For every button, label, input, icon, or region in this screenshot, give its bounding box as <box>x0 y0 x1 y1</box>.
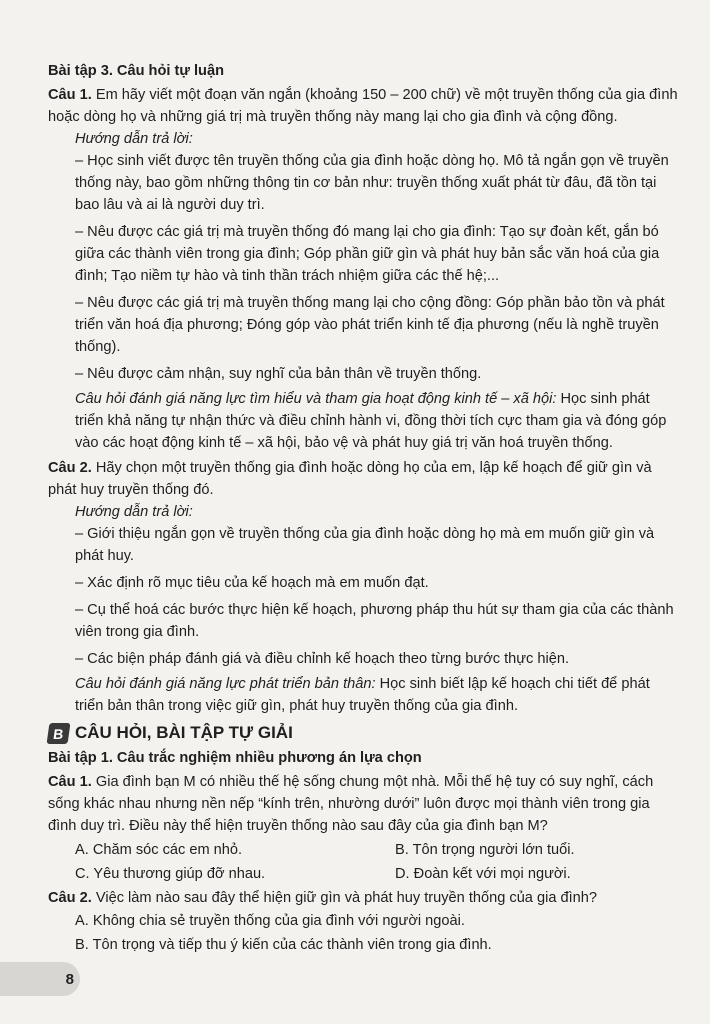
question-text: Hãy chọn một truyền thống gia đình hoặc dòng họ của em, lập kế hoạch để giữ gìn và phát huy truyền thống đó. <box>48 460 652 498</box>
question-label: Câu 1. <box>48 774 92 790</box>
question-text: Gia đình bạn M có nhiều thế hệ sống chung một nhà. Mỗi thế hệ tuy có suy nghĩ, cách sống khác nhau nhưng nền nếp “kính trên, nhường dưới” luôn được mọi thành viên trong gia đình duy trì. Điều này thể hiện truyền thống nào sau đây của gia đình bạn M? <box>48 774 654 834</box>
assessment-text: Học sinh phát triển khả năng tự nhận thức và điều chỉnh hành vi, đồng thời tích cực tham gia và đóng góp vào các hoạt động kinh tế – xã hội, bảo vệ và phát huy giá trị văn hoá truyền thống. <box>75 391 667 451</box>
page-content <box>48 60 682 958</box>
question-text: Việc làm nào sau đây thể hiện giữ gìn và phát huy truyền thống của gia đình? <box>95 890 598 906</box>
option-a: A. Chăm sóc các em nhỏ. <box>75 842 243 858</box>
answer-item: – Giới thiệu ngắn gọn về truyền thống của gia đình hoặc dòng họ mà em muốn giữ gìn và phát huy. <box>75 526 655 564</box>
answer-item: – Nêu được cảm nhận, suy nghĩ của bản thân về truyền thống. <box>75 366 482 382</box>
answer-item: – Xác định rõ mục tiêu của kế hoạch mà em muốn đạt. <box>75 575 429 591</box>
mcq-question-1 <box>48 771 682 837</box>
answer-item: – Nêu được các giá trị mà truyền thống mang lại cho cộng đồng: Góp phần bảo tồn và phát triển văn hoá địa phương; Đóng góp vào phát triển kinh tế địa phương (nếu là nghề truyền thống). <box>75 295 665 355</box>
question-2 <box>48 457 682 501</box>
question-1 <box>48 84 682 128</box>
section-b-header <box>48 721 682 745</box>
section-b-title: CÂU HỎI, BÀI TẬP TỰ GIẢI <box>75 723 293 742</box>
page-number: 8 <box>0 962 80 996</box>
answer-item: – Nêu được các giá trị mà truyền thống đó mang lại cho gia đình: Tạo sự đoàn kết, gắn bó giữa các thành viên trong gia đình; Góp phần giữ gìn và phát huy bản sắc văn hoá của gia đình; Tạo niềm tự hào và tinh thần trách nhiệm giữa các thế hệ;... <box>75 224 660 284</box>
assessment-label: Câu hỏi đánh giá năng lực phát triển bản thân: <box>75 676 376 692</box>
answer-item: – Học sinh viết được tên truyền thống của gia đình hoặc dòng họ. Mô tả ngắn gọn về truyền thống này, bao gồm những thông tin cơ bản như: truyền thống xuất phát từ đâu, đã tồn tại bao lâu và ai là người duy trì. <box>75 153 669 213</box>
assessment-text: Học sinh biết lập kế hoạch chi tiết để phát triển bản thân trong việc giữ gìn, phát huy truyền thống của gia đình. <box>75 676 650 714</box>
assessment-note <box>75 673 682 717</box>
option-a: A. Không chia sẻ truyền thống của gia đình với người ngoài. <box>75 913 465 929</box>
option-b: B. Tôn trọng người lớn tuổi. <box>395 842 575 858</box>
answer-item: – Các biện pháp đánh giá và điều chỉnh kế hoạch theo từng bước thực hiện. <box>75 651 570 667</box>
guide-label: Hướng dẫn trả lời: <box>75 504 193 520</box>
section-b-badge: B <box>47 723 71 744</box>
guide-label: Hướng dẫn trả lời: <box>75 131 193 147</box>
mcq-question-2 <box>48 887 682 909</box>
question-label: Câu 1. <box>48 87 92 103</box>
exercise-3-heading: Bài tập 3. Câu hỏi tự luận <box>48 63 224 79</box>
option-b: B. Tôn trọng và tiếp thu ý kiến của các thành viên trong gia đình. <box>75 937 492 953</box>
assessment-label: Câu hỏi đánh giá năng lực tìm hiểu và tham gia hoạt động kinh tế – xã hội: <box>75 391 557 407</box>
option-c: C. Yêu thương giúp đỡ nhau. <box>75 866 266 882</box>
mcq-options <box>75 839 682 885</box>
question-label: Câu 2. <box>48 890 92 906</box>
exercise-1-heading: Bài tập 1. Câu trắc nghiệm nhiều phương án lựa chọn <box>48 750 422 766</box>
question-label: Câu 2. <box>48 460 92 476</box>
answer-item: – Cụ thể hoá các bước thực hiện kế hoạch, phương pháp thu hút sự tham gia của các thành viên trong gia đình. <box>75 602 674 640</box>
question-text: Em hãy viết một đoạn văn ngắn (khoảng 150 – 200 chữ) về một truyền thống của gia đình hoặc dòng họ và những giá trị mà truyền thống này mang lại cho gia đình và cộng đồng. <box>48 87 678 125</box>
option-d: D. Đoàn kết với mọi người. <box>395 866 571 882</box>
assessment-note <box>75 388 682 454</box>
